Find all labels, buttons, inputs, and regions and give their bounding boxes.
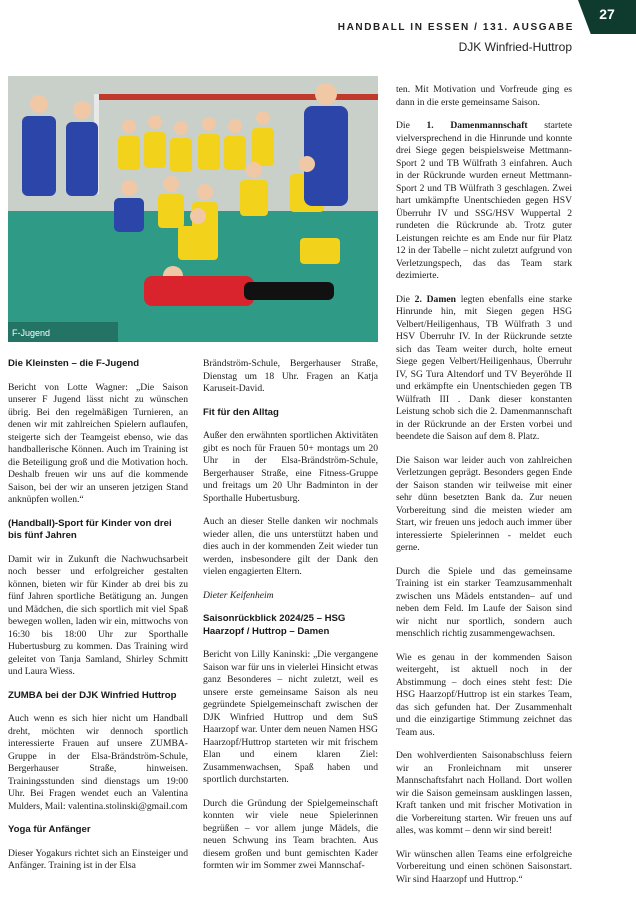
paragraph: Auch wenn es sich hier nicht um Handball dreht, möchten wir dennoch sportlich interessierte Frauen auf unsere ZUMBA-Gruppe in der Elsa-Brändström-Schule, Bergerhauser Straße, hinweisen. Trainingsstunden sind dienstags um 19:00 Uhr. Bei Fragen wendet euch an Valentina Mulders, Mail: valentina.stolinski@gmail.com: [8, 713, 188, 812]
paragraph: Bericht von Lotte Wagner: „Die Saison unserer F Jugend lässt nicht zu wünschen übrig. Bei den regelmäßigen Turnieren, an denen wir mit zahlreichen Spielern auflaufen, steigerte sich der Teamgeist ebenso, wie das handballerische Können. Auch im Training ist die Beteiligung groß und die Motivation hoch. Deshalb freuen wir uns auf die kommende Saison, bei der wir an unseren jetzigen Stand anknüpfen wollen.“: [8, 381, 188, 505]
team-photo: [8, 76, 378, 342]
photo-caption: F-Jugend: [12, 328, 51, 338]
paragraph: Außer den erwähnten sportlichen Aktivitäten gibt es noch für Frauen 50+ montags um 20 Uhr in der Elsa-Brändström-Schule, Bergerhauser Straße, eine Fitness-Gruppe und freitags um 20 Uhr Badminton in der Sporthalle Hubertusburg.: [203, 430, 378, 504]
paragraph: Dieser Yogakurs richtet sich an Einsteiger und Anfänger. Training ist in der Elsa: [8, 847, 188, 871]
team-name: 2. Damen: [414, 293, 456, 305]
column-3: [396, 84, 572, 897]
heading-yoga: Yoga für Anfänger: [8, 824, 91, 835]
paragraph: Wir wünschen allen Teams eine erfolgreiche Vorbereitung und einen schönen Saisonstart. Wir sind Haarzopf und Huttrop.“: [396, 848, 572, 885]
paragraph: Durch die Spiele und das gemeinsame Training ist ein starker Teamzusammenhalt zwischen uns Mädels entstanden– auf und neben dem Feld. Im Laufe der Saison sind wir nicht nur sportlich, sondern auch menschlich richtig zusammengewachsen.: [396, 565, 572, 639]
paragraph: Durch die Gründung der Spielgemeinschaft konnten wir viele neue Spielerinnen begrüßen – vor allem junge Mädels, die neuen Schwung ins Team brachten. Aus diesem großen und bunt gemischten Kader formten wir im Sommer zwei Mannschaf-: [203, 797, 378, 871]
column-2: [203, 358, 378, 884]
paragraph: Auch an dieser Stelle danken wir nochmals wieder allen, die uns unterstützt haben und dies auch in der kommenden Zeit wieder tun werden, insbesondere gilt der Dank den vielen engagierten Eltern.: [203, 516, 378, 577]
paragraph: Brändström-Schule, Bergerhauser Straße, Dienstag um 18 Uhr. Fragen an Katja Karuseit-David.: [203, 358, 378, 394]
text: startete vielversprechend in die Hinrunde und konnte drei Siege gegen beispielsweise Mettmann-Sport 2 und TB Wülfrath 3 einfahren. Auch in der Rückrunde wurden erneut Mettmann-Sport 2 und TB Wülfrath 3 geschlagen. Zwei hart umkämpfte Unentschieden gegen HSV Überruhr IV und SSG/HSV Wuppertal 2 rundeten die Rückrunde ab. Trotz guter Leistungen reichte es am Ende nur für Platz 12 in der Tabelle – nicht zuletzt aufgrund von Verletzungspech, das das Team stark dezimierte.: [396, 120, 572, 281]
paragraph: Die Saison war leider auch von zahlreichen Verletzungen geprägt. Besonders gegen Ende der Saison standen wir teilweise mit einer sehr dünn besetzten Bank da. Zur neuen Vorbereitung sind die meisten wieder am Start, wir freuen uns jedoch auch immer über interessierte Spielerinnen - meldet euch gerne.: [396, 454, 572, 553]
heading-kinder-sport: (Handball)-Sport für Kinder von drei bis fünf Jahren: [8, 517, 172, 541]
heading-fit-alltag: Fit für den Alltag: [203, 406, 279, 418]
paragraph: Wie es genau in der kommenden Saison weitergeht, ist aktuell noch in der Abstimmung – doch eines steht fest: Die HSG Haarzopf/Huttrop ist ein starkes Team, das sich gefunden hat. Der Zusammenhalt und die einzigartige Stimmung zeichnet das Team aus.: [396, 651, 572, 738]
text: Die: [396, 293, 415, 305]
team-photo-illustration: [8, 76, 378, 342]
heading-f-jugend: Die Kleinsten – die F-Jugend: [8, 358, 140, 369]
author: Dieter Keifenheim: [203, 589, 274, 601]
magazine-header: HANDBALL IN ESSEN / 131. AUSGABE: [337, 22, 574, 33]
paragraph: ten. Mit Motivation und Vorfreude ging es dann in die erste gemeinsame Saison.: [396, 84, 572, 108]
text: legten ebenfalls eine starke Hinrunde hin, mit Siegen gegen HSG Velbert/Heiligenhaus, TB Wülfrath 3 und HSV Überruhr IV. In der Rückrunde setzte sich das Team weiter durch, holte erneut Siege gegen Velbert/Heiligenhaus, Überruhr IV, SG Tura Altendorf und TV Beyeröhde II und erkämpfte ein Unentschieden gegen TB Wülfrath III . Dank dieser konstanten Leistung schob sich die 2. Damenmannschaft in der Rückrunde an der Ersten vorbei und beendete die Saison auf dem 8. Platz.: [396, 293, 572, 442]
paragraph: Den wohlverdienten Saisonabschluss feiern wir an Fronleichnam mit unserer Mannschaftsfahrt nach Holland. Dort wollen wir die Saison gemeinsam ausklingen lassen, Kraft tanken und mit frischer Motivation in die Vorbereitung starten. Wir freuen uns auf alles, was kommt – denn wir sind bereit!: [396, 750, 572, 836]
text: Die: [396, 120, 427, 131]
team-name: 1. Damenmannschaft: [426, 120, 528, 131]
paragraph: Bericht von Lilly Kaninski: „Die vergangene Saison war für uns in vielerlei Hinsicht etwas ganz Besonderes – nicht zuletzt, weil es unsere erste gemeinsame Saison als neu gegründete Spielgemeinschaft zwischen der DJK Winfried Huttrop und dem SuS Haarzopf war. Unter dem neuen Namen HSG Haarzopf/Huttrop starteten wir mit frischem Elan und einem klaren Ziel: Zusammenwachsen, Spaß haben und sportlich durchstarten.: [203, 649, 378, 785]
paragraph: [396, 294, 572, 444]
paragraph: Damit wir in Zukunft die Nachwuchsarbeit noch besser und erfolgreicher gestalten können, bieten wir für Kinder ab drei bis zu fünf Jahren sportliche Betätigung an. Jungen und Mädchen, die sich sportlich mit viel Spaß bewegen wollen, laden wir ein, mittwochs von 16:30 bis 18:00 Uhr zur Sporthalle Hubertusburg zu kommen. Das Training wird geleitet von Tanja Samland, Shirley Schmitt und Laura Wiess.: [8, 553, 188, 677]
section-title: DJK Winfried-Huttrop: [458, 40, 572, 54]
page-number: 27: [599, 6, 615, 22]
heading-saisonrueckblick: Saisonrückblick 2024/25 – HSG Haarzopf / Huttrop – Damen: [203, 613, 346, 637]
column-1: [8, 358, 188, 884]
heading-zumba: ZUMBA bei der DJK Winfried Huttrop: [8, 689, 177, 701]
paragraph: [396, 120, 572, 283]
